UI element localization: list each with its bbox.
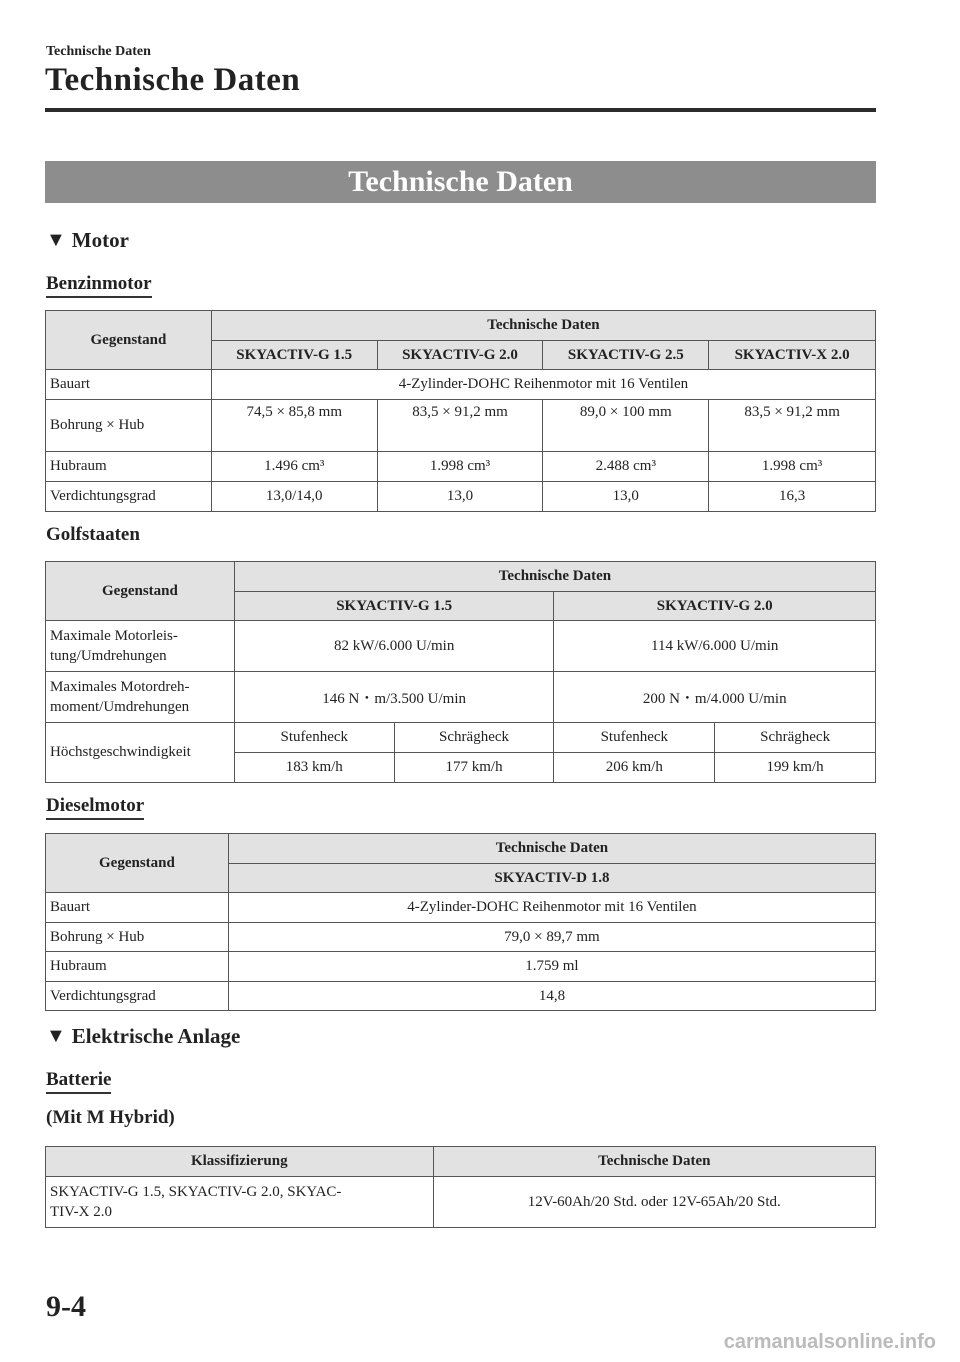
row-value: 199 km/h <box>715 753 876 783</box>
row-value: 89,0 × 100 mm <box>543 400 709 452</box>
row-label: Maximale Motorleis- tung/Umdrehungen <box>46 621 235 672</box>
row-value: 82 kW/6.000 U/min <box>234 621 554 672</box>
row-label: Bauart <box>46 370 212 400</box>
body-type: Schrägheck <box>715 723 876 753</box>
header-model: SKYACTIV-G 2.0 <box>377 341 543 370</box>
benzin-table <box>45 310 876 512</box>
row-label: Hubraum <box>46 952 229 982</box>
table-row <box>46 311 876 341</box>
row-label: Bohrung × Hub <box>46 923 229 952</box>
table-row <box>46 370 876 400</box>
header-model: SKYACTIV-G 1.5 <box>234 592 554 621</box>
header-tech: Technische Daten <box>234 562 875 592</box>
motor-heading-text: Motor <box>71 228 129 252</box>
header-tech: Technische Daten <box>433 1147 875 1177</box>
row-value: 206 km/h <box>554 753 715 783</box>
golf-heading: Golfstaaten <box>46 524 140 545</box>
table-row <box>46 982 876 1011</box>
body-type: Stufenheck <box>554 723 715 753</box>
elektrik-heading <box>46 1024 240 1049</box>
row-value: 74,5 × 85,8 mm <box>211 400 377 452</box>
row-value: 12V-60Ah/20 Std. oder 12V-65Ah/20 Std. <box>433 1177 875 1228</box>
row-label: Hubraum <box>46 452 212 482</box>
row-label: Bohrung × Hub <box>46 400 212 452</box>
row-label: SKYACTIV-G 1.5, SKYACTIV-G 2.0, SKYAC- TIV-X 2.0 <box>46 1177 434 1228</box>
table-row <box>46 562 876 592</box>
row-label: Verdichtungsgrad <box>46 482 212 512</box>
row-value: 1.998 cm³ <box>377 452 543 482</box>
row-value: 4-Zylinder-DOHC Reihenmotor mit 16 Ventilen <box>228 893 875 923</box>
row-value: 13,0/14,0 <box>211 482 377 512</box>
row-value: 13,0 <box>377 482 543 512</box>
header-model: SKYACTIV-G 2.5 <box>543 341 709 370</box>
table-row <box>46 1177 876 1228</box>
batterie-table <box>45 1146 876 1228</box>
running-header: Technische Daten <box>46 44 151 59</box>
triangle-down-icon: ▼ <box>46 229 66 251</box>
benzin-heading: Benzinmotor <box>46 273 152 298</box>
table-row <box>46 1147 876 1177</box>
row-label: Verdichtungsgrad <box>46 982 229 1011</box>
batterie-heading: Batterie <box>46 1069 111 1094</box>
table-row <box>46 621 876 672</box>
header-rule <box>45 108 876 112</box>
row-value: 83,5 × 91,2 mm <box>377 400 543 452</box>
section-banner: Technische Daten <box>45 161 876 203</box>
row-label: Bauart <box>46 893 229 923</box>
table-row <box>46 400 876 452</box>
watermark: carmanualsonline.info <box>723 1331 936 1353</box>
header-item: Gegenstand <box>46 562 235 621</box>
row-value: 2.488 cm³ <box>543 452 709 482</box>
row-value: 200 N・m/4.000 U/min <box>554 672 876 723</box>
row-value: 14,8 <box>228 982 875 1011</box>
row-value: 83,5 × 91,2 mm <box>709 400 876 452</box>
header-item: Gegenstand <box>46 311 212 370</box>
row-value: 183 km/h <box>234 753 394 783</box>
golf-table <box>45 561 876 783</box>
header-model: SKYACTIV-D 1.8 <box>228 864 875 893</box>
row-value: 1.496 cm³ <box>211 452 377 482</box>
header-tech: Technische Daten <box>228 834 875 864</box>
row-value: 16,3 <box>709 482 876 512</box>
body-type: Schrägheck <box>394 723 554 753</box>
header-tech: Technische Daten <box>211 311 875 341</box>
table-row <box>46 452 876 482</box>
table-row <box>46 834 876 864</box>
table-row <box>46 723 876 753</box>
row-value: 1.759 ml <box>228 952 875 982</box>
motor-heading <box>46 228 129 253</box>
header-class: Klassifizierung <box>46 1147 434 1177</box>
body-type: Stufenheck <box>234 723 394 753</box>
row-value: 4-Zylinder-DOHC Reihenmotor mit 16 Ventilen <box>211 370 875 400</box>
row-value: 146 N・m/3.500 U/min <box>234 672 554 723</box>
header-model: SKYACTIV-G 1.5 <box>211 341 377 370</box>
diesel-heading: Dieselmotor <box>46 795 144 820</box>
triangle-down-icon: ▼ <box>46 1025 66 1047</box>
row-value: 79,0 × 89,7 mm <box>228 923 875 952</box>
table-row <box>46 893 876 923</box>
elektrik-heading-text: Elektrische Anlage <box>71 1024 241 1048</box>
chapter-title: Technische Daten <box>45 62 301 98</box>
row-value: 13,0 <box>543 482 709 512</box>
row-value: 1.998 cm³ <box>709 452 876 482</box>
header-model: SKYACTIV-X 2.0 <box>709 341 876 370</box>
table-row <box>46 923 876 952</box>
row-label: Höchstgeschwindigkeit <box>46 723 235 783</box>
page-number: 9-4 <box>46 1290 86 1323</box>
table-row <box>46 482 876 512</box>
table-row <box>46 952 876 982</box>
row-value: 177 km/h <box>394 753 554 783</box>
header-model: SKYACTIV-G 2.0 <box>554 592 876 621</box>
hybrid-heading: (Mit M Hybrid) <box>46 1107 175 1128</box>
row-value: 114 kW/6.000 U/min <box>554 621 876 672</box>
table-row <box>46 672 876 723</box>
row-label: Maximales Motordreh- moment/Umdrehungen <box>46 672 235 723</box>
header-item: Gegenstand <box>46 834 229 893</box>
diesel-table <box>45 833 876 1011</box>
